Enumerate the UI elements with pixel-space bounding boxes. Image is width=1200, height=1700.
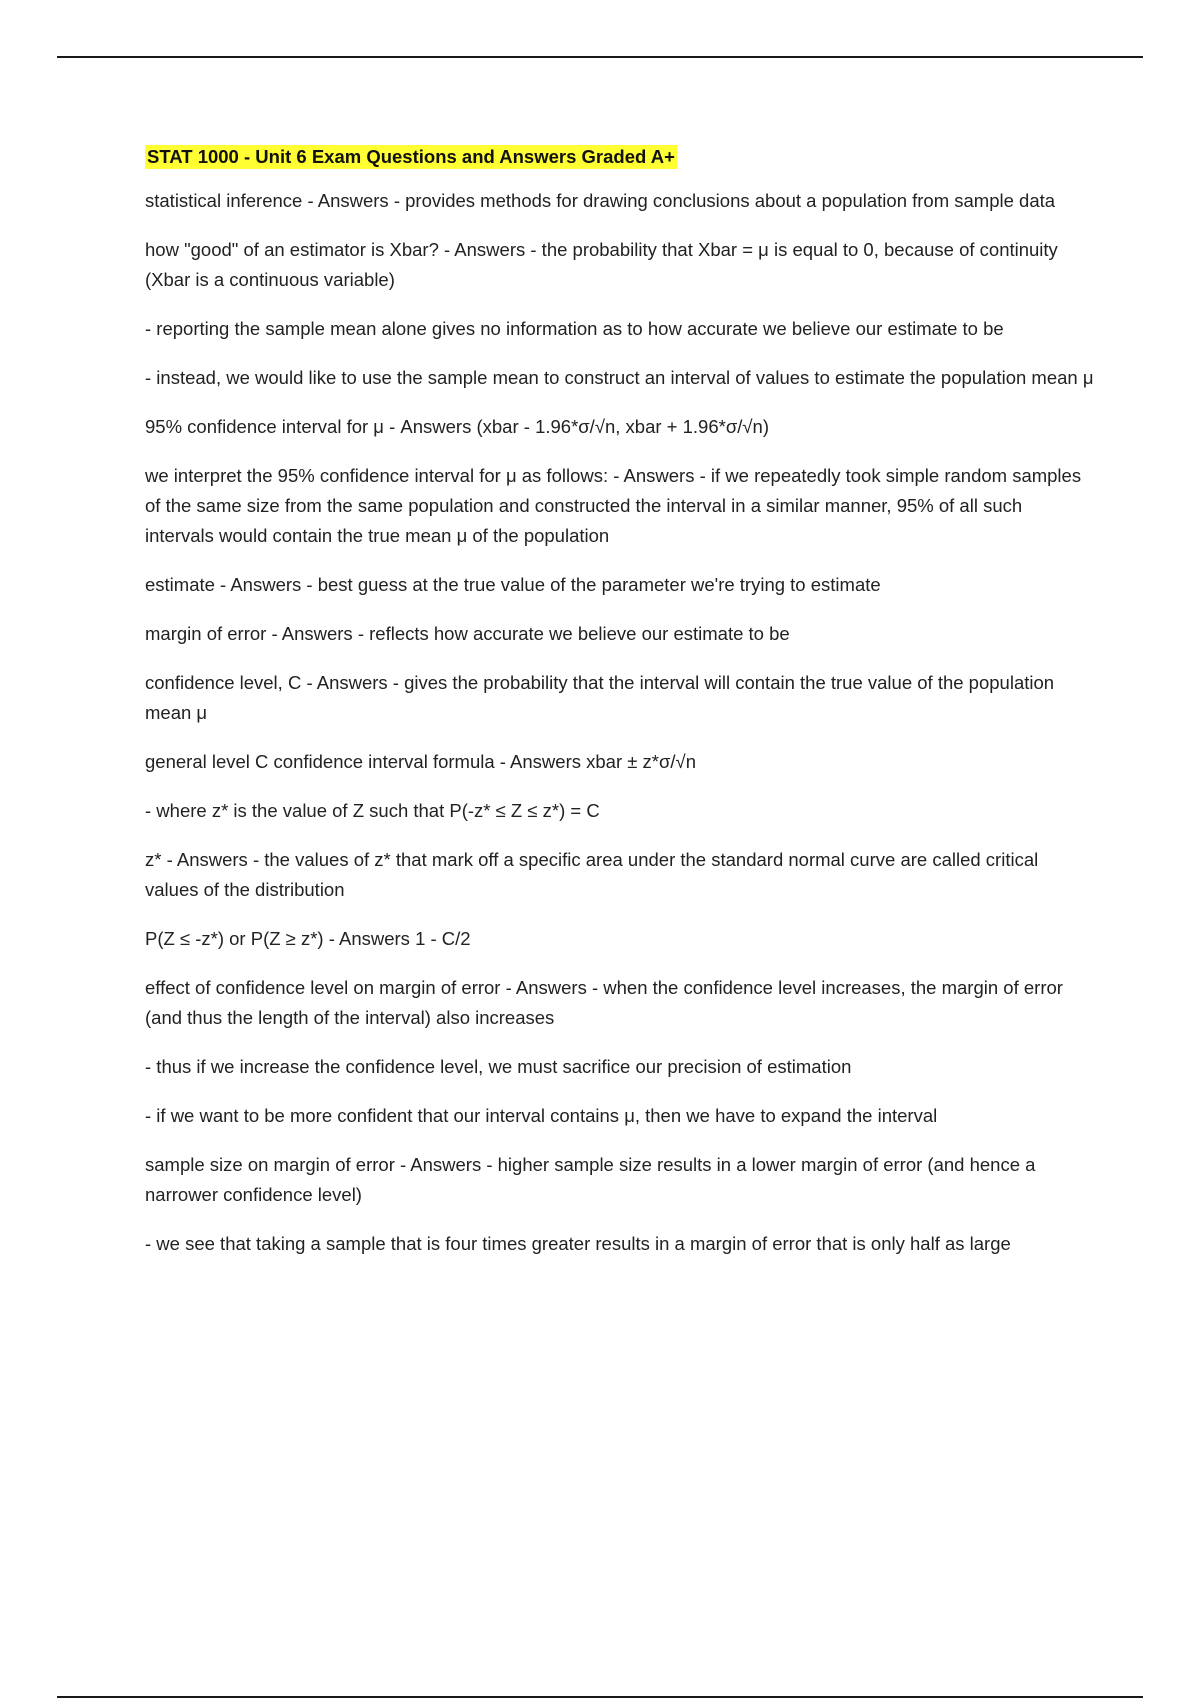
- qa-paragraph: general level C confidence interval formula - Answers xbar ± z*σ/√n: [145, 751, 696, 772]
- qa-paragraph: - if we want to be more confident that our interval contains μ, then we have to expand the interval: [145, 1105, 938, 1126]
- qa-paragraph: confidence level, C - Answers - gives the probability that the interval will contain the true value of the population mean μ: [145, 672, 1055, 723]
- document-body: [145, 145, 1095, 1278]
- qa-paragraph: P(Z ≤ -z*) or P(Z ≥ z*) - Answers 1 - C/2: [145, 928, 471, 949]
- document-title: [145, 145, 1095, 186]
- qa-paragraph: z* - Answers - the values of z* that mark off a specific area under the standard normal curve are called critical values of the distribution: [145, 849, 1039, 900]
- qa-paragraph: margin of error - Answers - reflects how accurate we believe our estimate to be: [145, 623, 790, 644]
- footer-rule: [57, 1696, 1143, 1698]
- qa-paragraph: effect of confidence level on margin of error - Answers - when the confidence level increases, the margin of error (and thus the length of the interval) also increases: [145, 977, 1063, 1028]
- qa-paragraph: - we see that taking a sample that is four times greater results in a margin of error that is only half as large: [145, 1233, 1011, 1254]
- qa-paragraph: - thus if we increase the confidence level, we must sacrifice our precision of estimation: [145, 1056, 852, 1077]
- qa-paragraph: how "good" of an estimator is Xbar? - Answers - the probability that Xbar = μ is equal to 0, because of continuity (Xbar is a continuous variable): [145, 239, 1058, 290]
- qa-paragraph: 95% confidence interval for μ - Answers (xbar - 1.96*σ/√n, xbar + 1.96*σ/√n): [145, 416, 769, 437]
- qa-paragraph: - reporting the sample mean alone gives no information as to how accurate we believe our estimate to be: [145, 318, 1004, 339]
- qa-paragraph: estimate - Answers - best guess at the true value of the parameter we're trying to estimate: [145, 574, 881, 595]
- qa-paragraph: we interpret the 95% confidence interval for μ as follows: - Answers - if we repeatedly took simple random samples of the same size from the same population and constructed the interval in a similar manner, 95% of all such intervals would contain the true mean μ of the population: [145, 465, 1082, 546]
- qa-paragraph: - instead, we would like to use the sample mean to construct an interval of values to estimate the population mean μ: [145, 367, 1094, 388]
- qa-paragraph: - where z* is the value of Z such that P(-z* ≤ Z ≤ z*) = C: [145, 800, 600, 821]
- qa-paragraph: sample size on margin of error - Answers - higher sample size results in a lower margin of error (and hence a narrower confidence level): [145, 1154, 1036, 1205]
- title-highlight: STAT 1000 - Unit 6 Exam Questions and Answers Graded A+: [147, 146, 675, 167]
- header-rule: [57, 56, 1143, 58]
- qa-paragraph: statistical inference - Answers - provides methods for drawing conclusions about a population from sample data: [145, 190, 1056, 211]
